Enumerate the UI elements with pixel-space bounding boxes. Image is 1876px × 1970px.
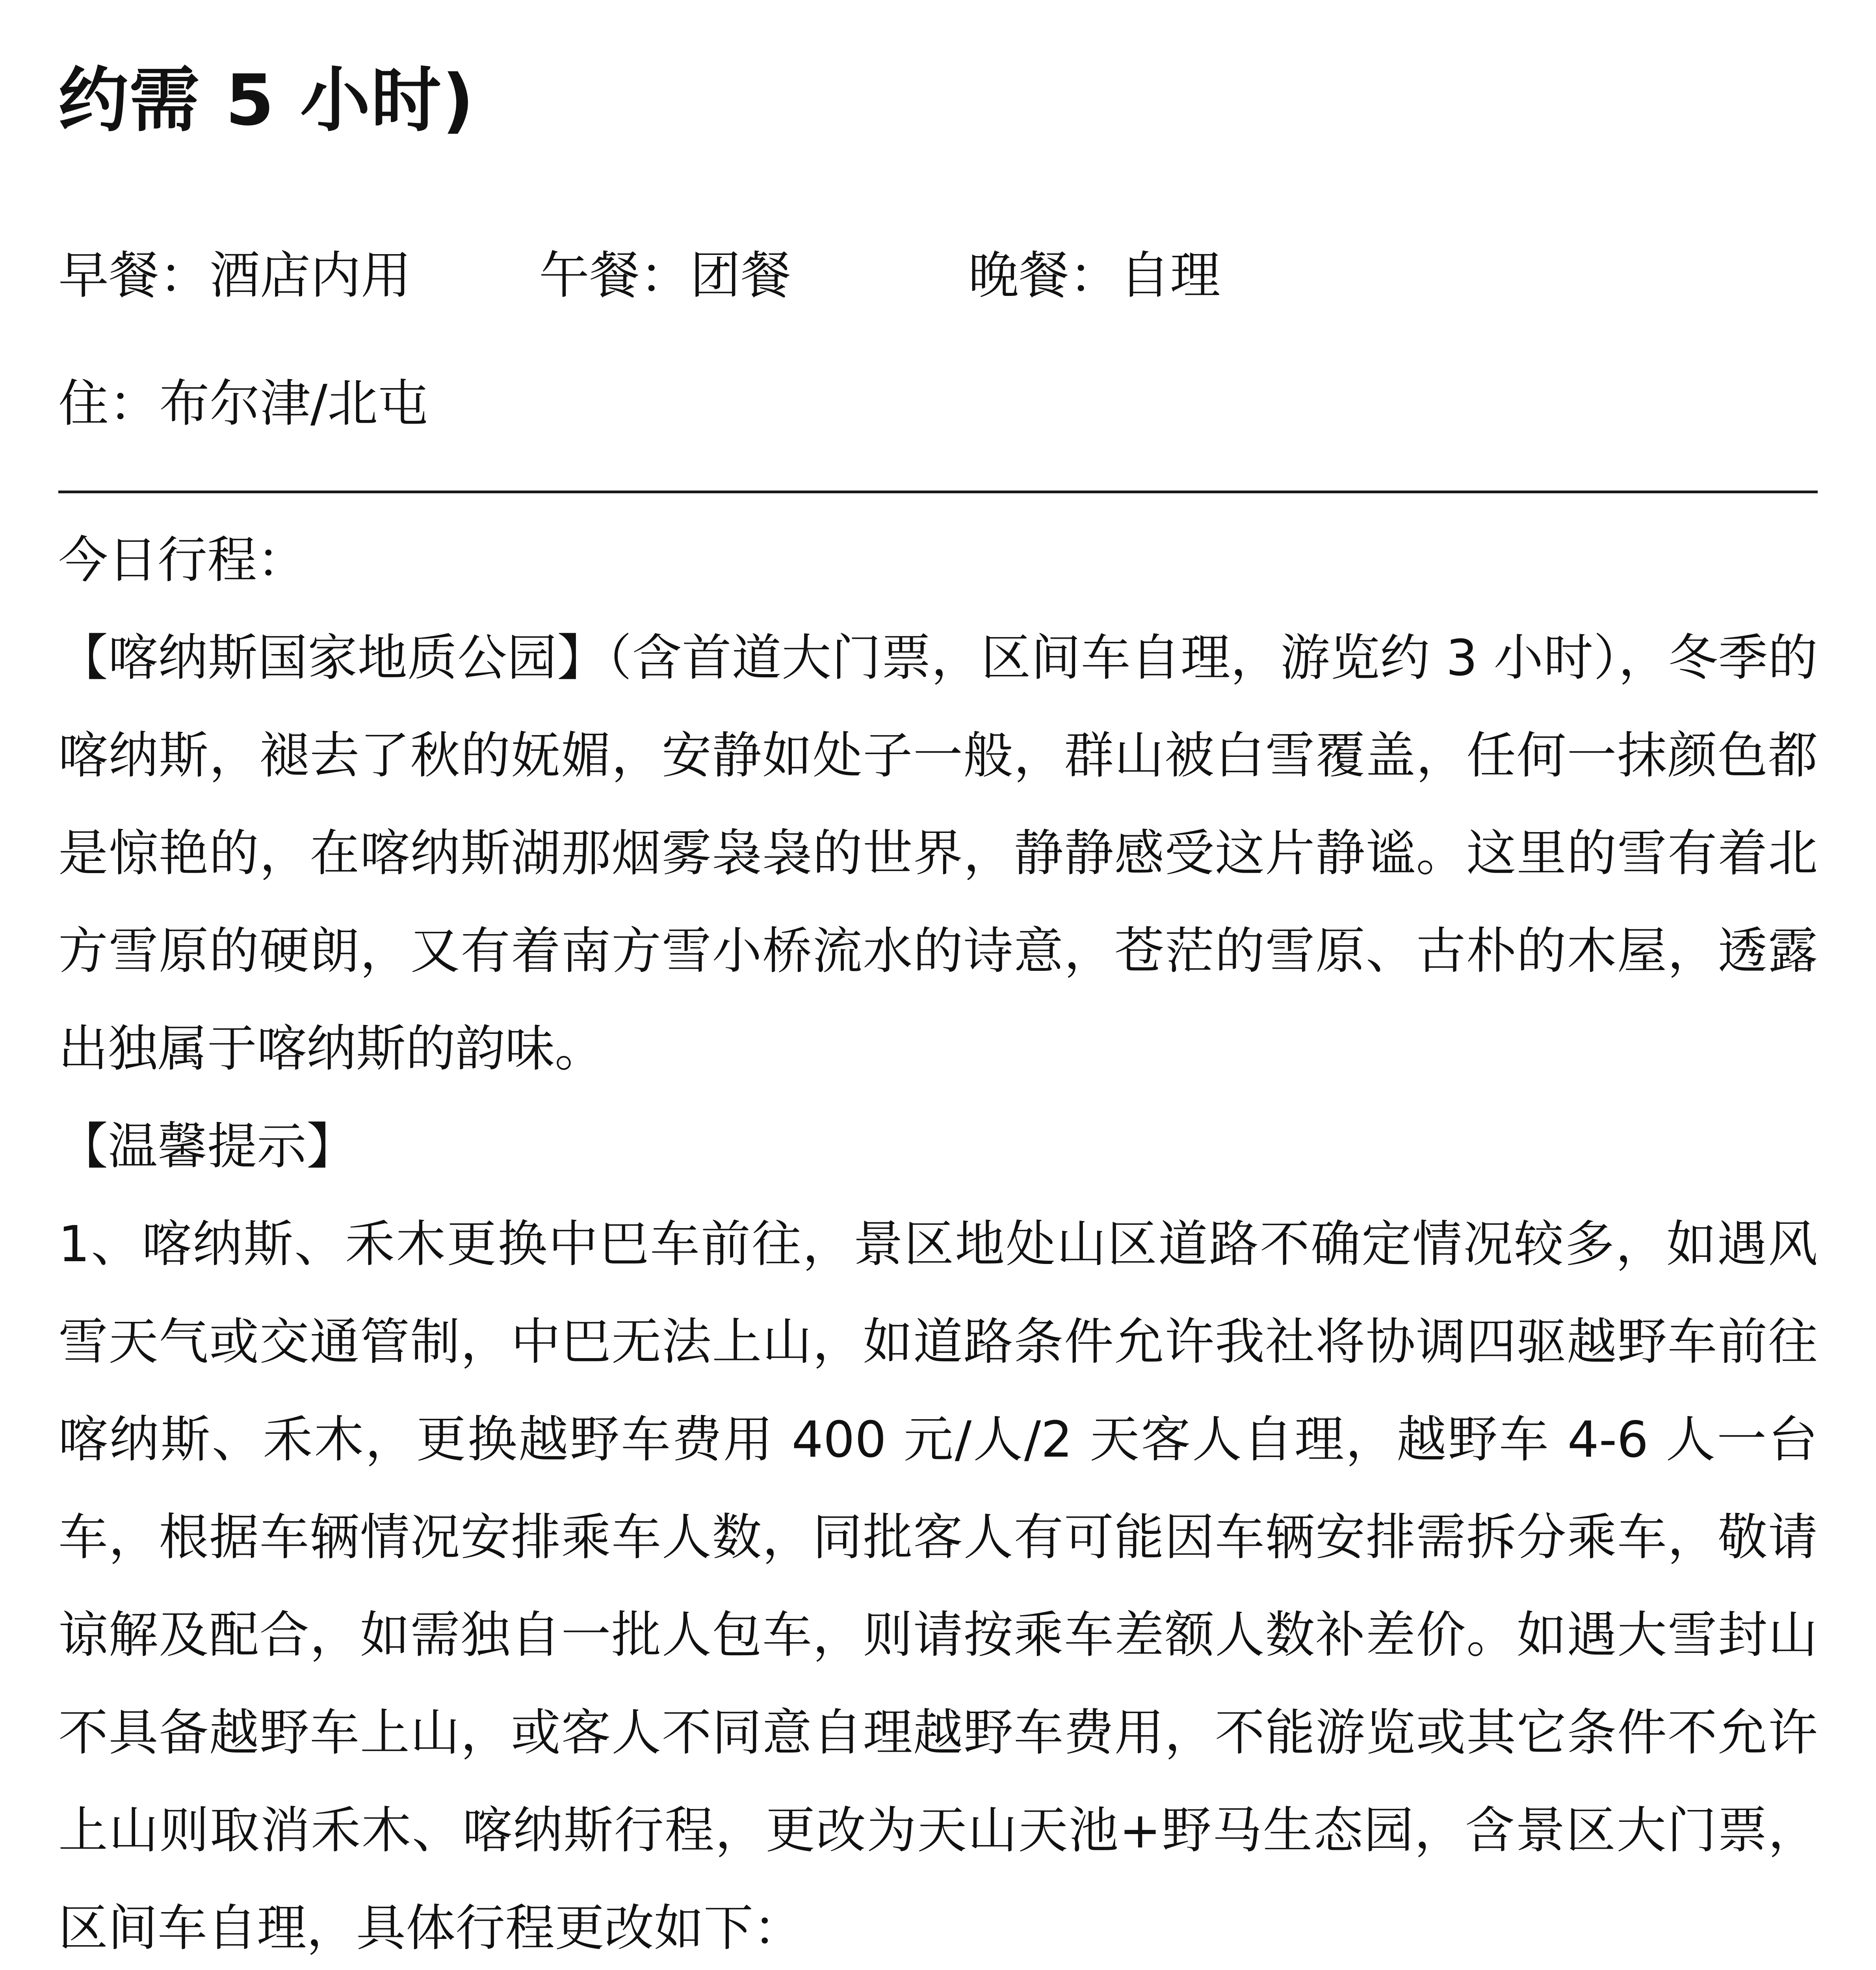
dinner-info: 晚餐：自理 — [968, 246, 1221, 305]
section-divider — [58, 491, 1818, 493]
accommodation-info: 住：布尔津/北屯 — [58, 374, 429, 433]
tips-heading: 【温馨提示】 — [58, 1117, 356, 1175]
meals-row — [58, 236, 1792, 315]
itinerary-body — [58, 511, 1818, 1970]
tip-1-paragraph: 1、喀纳斯、禾木更换中巴车前往，景区地处山区道路不确定情况较多，如遇风雪天气或交通管制，中巴无法上山，如道路条件允许我社将协调四驱越野车前往喀纳斯、禾木，更换越野车费用 400 元/人/2 天客人自理，越野车 4-6 人一台车，根据车辆情况安排乘车人数，同批客人有可能因车辆安排需拆分乘车，敬请谅解及配合，如需独自一批人包车，则请按乘车差额人数补差价。如遇大雪封山不具备越野车上山，或客人不同意自理越野车费用，不能游览或其它条件不允许上山则取消禾木、喀纳斯行程，更改为天山天池+野马生态园，含景区大门票，区间车自理，具体行程更改如下： — [58, 1215, 1818, 1957]
lunch-info: 午餐：团餐 — [539, 246, 791, 305]
itinerary-heading: 今日行程： — [58, 531, 306, 589]
page-title: 约需 5 小时) — [58, 59, 475, 141]
breakfast-info: 早餐：酒店内用 — [58, 246, 412, 305]
attraction-intro-paragraph: 【喀纳斯国家地质公园】（含首道大门票，区间车自理，游览约 3 小时），冬季的喀纳斯，褪去了秋的妩媚，安静如处子一般，群山被白雪覆盖，任何一抹颜色都是惊艳的，在喀纳斯湖那烟雾袅袅的世界，静静感受这片静谧。这里的雪有着北方雪原的硬朗，又有着南方雪小桥流水的诗意，苍茫的雪原、古朴的木屋，透露出独属于喀纳斯的韵味。 — [58, 629, 1818, 1078]
